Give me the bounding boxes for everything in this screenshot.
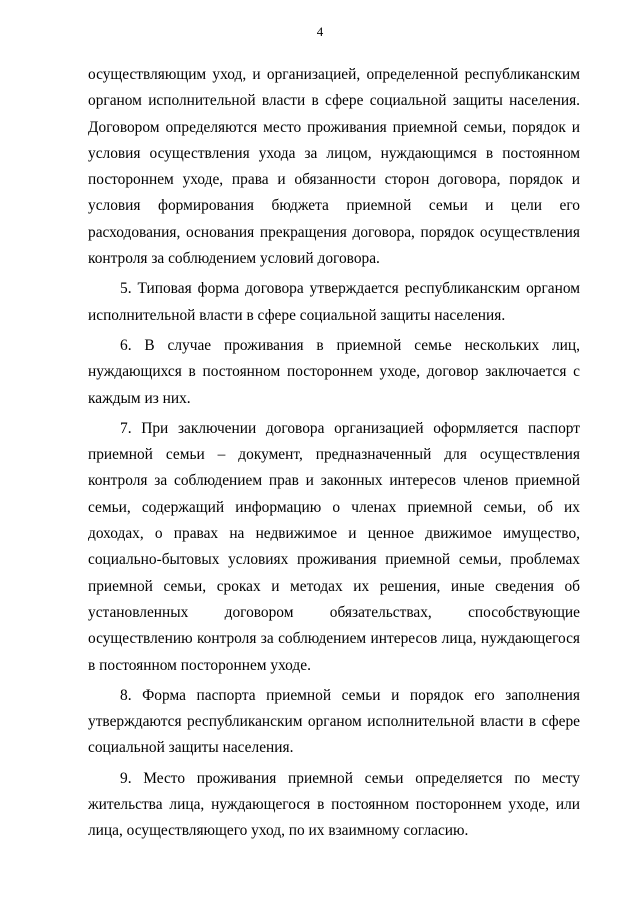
paragraph-item-9: 9. Место проживания приемной семьи определяется по месту жительства лица, нуждающегося в постоянном постороннем уходе, или лица, осуществляющего уход, по их взаимному согласию.: [88, 769, 580, 840]
paragraph-continuation: осуществляющим уход, и организацией, определенной республиканским органом исполнительной власти в сфере социальной защиты населения. Договором определяются место проживания приемной семьи, порядок и условия осуществления ухода за лицом, нуждающимся в постоянном постороннем уходе, права и обязанности сторон договора, порядок и условия формирования бюджета приемной семьи и цели его расходования, основания прекращения договора, порядок осуществления контроля за соблюдением условий договора.: [88, 66, 580, 268]
paragraph-item-5: 5. Типовая форма договора утверждается республиканским органом исполнительной власти в сфере социальной защиты населения.: [88, 280, 580, 324]
document-body: [88, 62, 580, 845]
paragraph-item-6: 6. В случае проживания в приемной семье нескольких лиц, нуждающихся в постоянном постороннем уходе, договор заключается с каждым из них.: [88, 336, 580, 407]
paragraph-item-8: 8. Форма паспорта приемной семьи и порядок его заполнения утверждаются республиканским органом исполнительной власти в сфере социальной защиты населения.: [88, 686, 580, 757]
page-number: 4: [316, 24, 324, 39]
paragraph-item-7: 7. При заключении договора организацией оформляется паспорт приемной семьи – документ, предназначенный для осуществления контроля за соблюдением прав и законных интересов членов приемной семьи, содержащий информацию о членах приемной семьи, об их доходах, о правах на недвижимое и ценное движимое имущество, социально-бытовых условиях проживания приемной семьи, проблемах приемной семьи, сроках и методах их решения, иные сведения об установленных договором обязательствах, способствующие осуществлению контроля за соблюдением интересов лица, нуждающегося в постоянном постороннем уходе.: [88, 419, 580, 674]
